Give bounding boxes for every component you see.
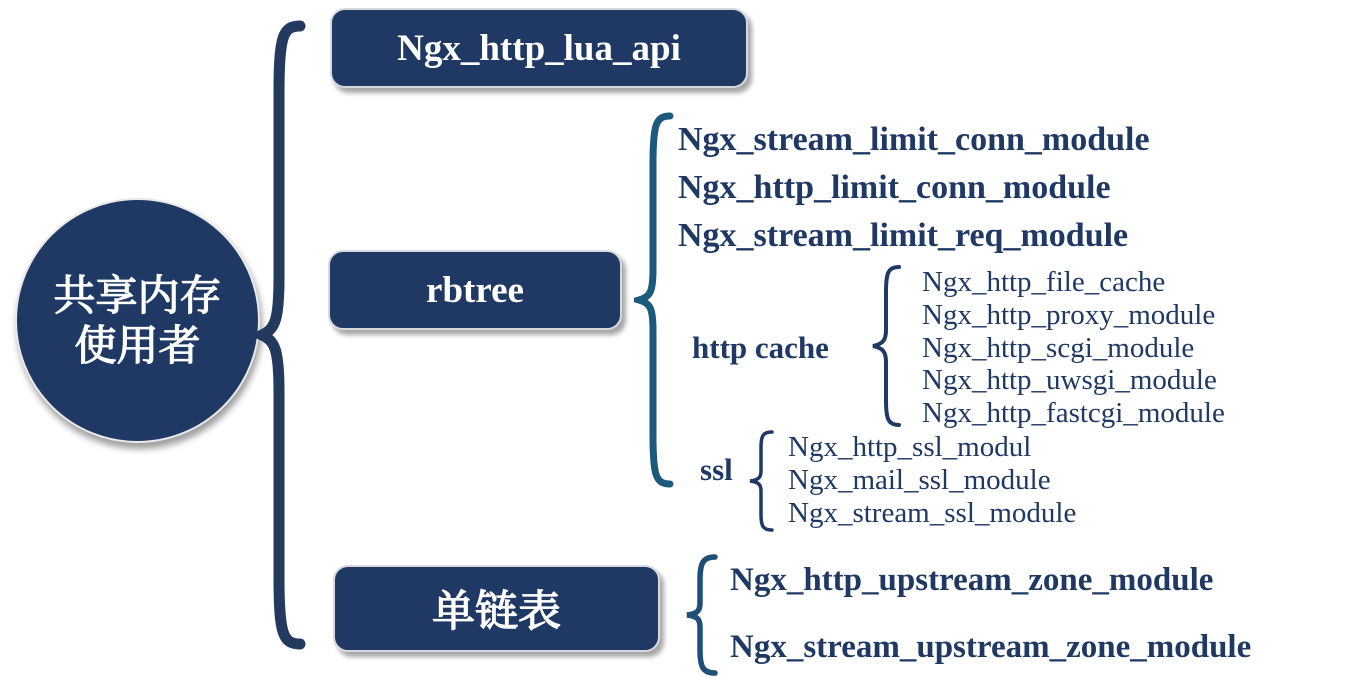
module-item: Ngx_http_uwsgi_module	[922, 364, 1217, 397]
node-label: 单链表	[432, 587, 561, 637]
node-label: rbtree	[426, 269, 524, 311]
root-label-line1: 共享内存	[53, 270, 222, 320]
node-label: Ngx_http_lua_api	[397, 27, 681, 69]
module-item: Ngx_stream_limit_conn_module	[678, 121, 1150, 158]
http-cache-module-list	[922, 266, 1225, 430]
group-label-http-cache: http cache	[692, 330, 829, 365]
module-item: Ngx_mail_ssl_module	[788, 464, 1051, 496]
module-item: Ngx_http_limit_conn_module	[678, 169, 1111, 206]
module-item: Ngx_http_upstream_zone_module	[730, 562, 1214, 598]
rbtree-brace-icon	[634, 112, 678, 488]
module-item: Ngx_http_proxy_module	[922, 298, 1216, 331]
root-node-shared-memory-users	[15, 198, 260, 443]
node-ngx-http-lua-api	[330, 8, 748, 88]
root-label-line2: 使用者	[74, 320, 201, 370]
module-item: Ngx_http_ssl_modul	[788, 431, 1032, 463]
module-item: Ngx_stream_limit_req_module	[678, 217, 1129, 254]
node-rbtree	[328, 250, 622, 330]
rbtree-module-list	[678, 116, 1150, 260]
module-item: Ngx_stream_upstream_zone_module	[730, 629, 1252, 665]
http-cache-brace-icon	[868, 264, 906, 428]
module-item: Ngx_http_scgi_module	[922, 331, 1195, 364]
module-item: Ngx_http_fastcgi_module	[922, 397, 1225, 430]
module-item: Ngx_http_file_cache	[922, 266, 1166, 298]
node-singly-linked-list	[333, 565, 660, 652]
ssl-brace-icon	[746, 430, 778, 532]
group-label-ssl: ssl	[700, 452, 733, 487]
ssl-module-list	[788, 431, 1076, 530]
linked-list-brace-icon	[682, 554, 722, 676]
root-brace-icon	[256, 20, 308, 650]
module-item: Ngx_stream_ssl_module	[788, 497, 1077, 529]
